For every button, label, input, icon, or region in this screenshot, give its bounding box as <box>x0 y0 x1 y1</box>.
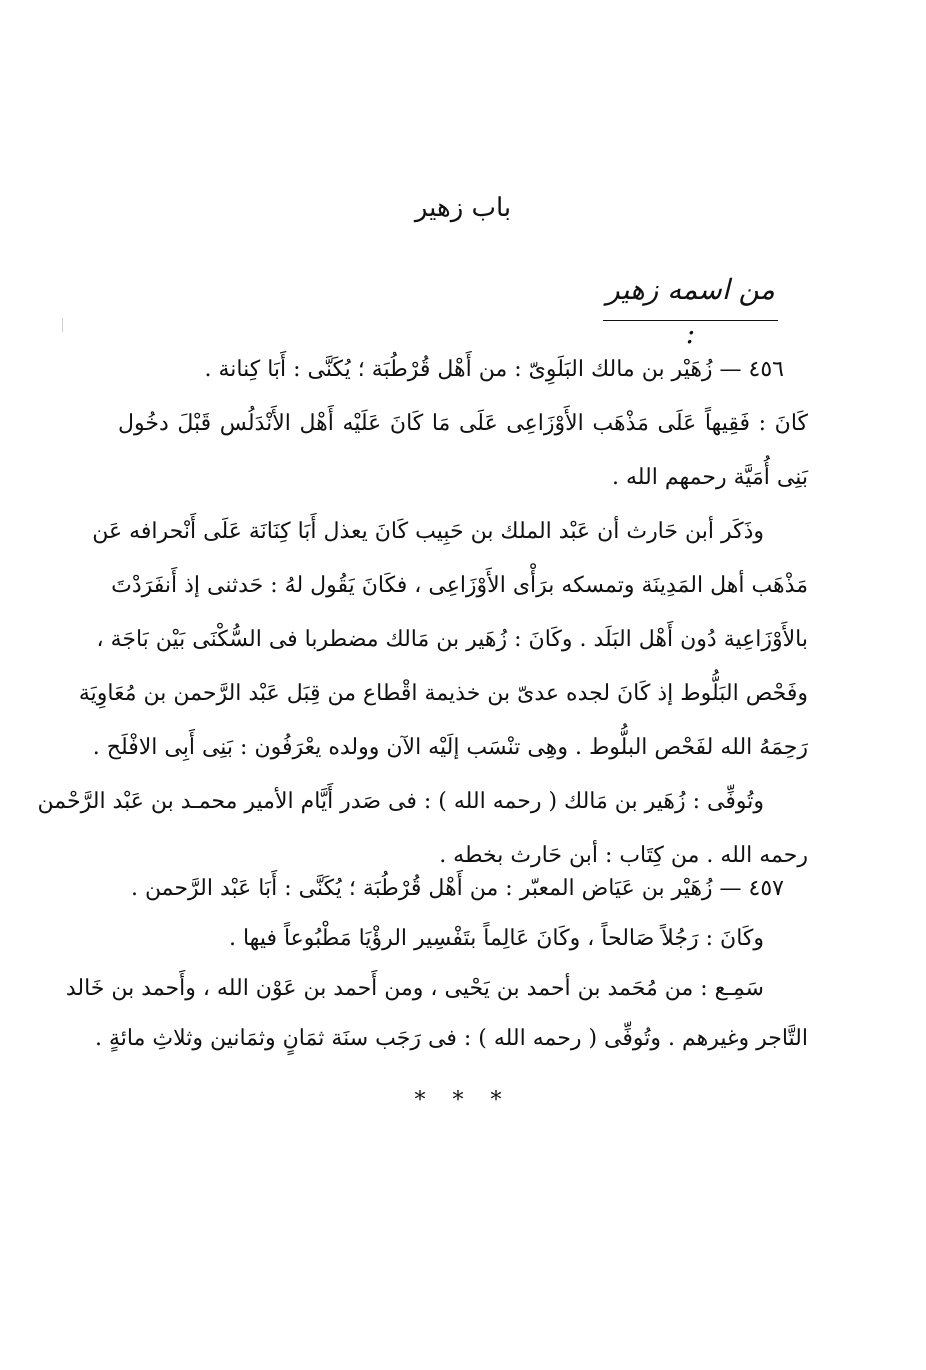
margin-mark <box>62 318 63 332</box>
entry-456-line-4: وذَكَر أبن حَارث أن عَبْد الملك بن حَبِيب كَانَ يعذل أَبَا كِنَانَة عَلَى أَنْحرافه عَن <box>92 519 764 544</box>
entry-456-line-2: كَانَ : فَقِيهاً عَلَى مَذْهَب الأَوْزَاعِى عَلَى مَا كَانَ عَلَيْه أَهْل الأَنْدَلُس قَبْلَ دخُول <box>118 411 808 436</box>
entry-456-line-7: وفَحْص البَلُّوط إذ كَانَ لجده عدىّ بن خذيمة اقْطاع من قِبَل عَبْد الرَّحمن بن مُعَاوِيَة <box>78 681 808 706</box>
entry-456 <box>37 343 808 883</box>
entry-456-line-3: بَنِى أُمَيَّة رحمهم الله . <box>611 465 808 490</box>
entry-456-line-8: رَحِمَهُ الله لفَحْص البلُّوط . وهِى تنْسَب إلَيْه الآن وولده يعْرَفُون : بَنِى أَبِى الافْلَح . <box>92 735 808 760</box>
chapter-title: باب زهير <box>414 193 512 223</box>
entry-457-line-2: وكَانَ : رَجُلاً صَالحاً ، وكَانَ عَالِماً بتَفْسِير الرؤْيَا مَطْبُوعاً فيها . <box>228 926 764 951</box>
entry-457-line-4: التَّاجر وغيرهم . وتُوفِّى ( رحمه الله ) : فى رَجَب سنَة ثمَانٍ وثمَانين وثلاثِ مائةٍ . <box>94 1026 808 1051</box>
entry-457 <box>65 864 808 1064</box>
entry-456-line-1: ٤٥٦ — زُهَيْر بن مالك البَلَوِىّ : من أَهْل قُرْطُبَة ؛ يُكَنَّى : أَبَا كِنانة . <box>204 357 784 382</box>
entry-456-line-6: بالأَوْزَاعِية دُون أَهْل البَلَد . وكَانَ : زُهَير بن مَالك مضطربا فى السُّكْنَى بَيْن بَاجَة ، <box>96 627 808 652</box>
entry-457-line-1: ٤٥٧ — زُهَيْر بن عَيَاض المعبّر : من أَهْل قُرْطُبَة ؛ يُكَنَّى : أَبَا عَبْد الرَّحمن . <box>130 876 784 901</box>
entry-456-line-10: رحمه الله . من كِتَاب : أبن حَارث بخطه . <box>439 843 808 868</box>
section-divider-asterisks: * * * <box>414 1088 512 1113</box>
section-heading: من اسمه زهير : <box>606 273 775 350</box>
entry-456-line-9: وتُوفِّى : زُهَير بن مَالك ( رحمه الله ) : فى صَدر أَيَّام الأمير محمـد بن عَبْد الرَّحْمن <box>37 789 764 814</box>
entry-456-line-5: مَذْهَب أهل المَدِينَة وتمسكه برَأْى الأَوْزَاعِى ، فكَانَ يَقُول لهُ : حَدثنى إذ أَنفَرَدْتَ <box>111 573 808 598</box>
section-heading-underline <box>603 320 778 321</box>
entry-457-line-3: سَمِـع : من مُحَمد بن أحمد بن يَحْيى ، ومن أَحمد بن عَوْن الله ، وأَحمد بن خَالد <box>65 976 764 1001</box>
